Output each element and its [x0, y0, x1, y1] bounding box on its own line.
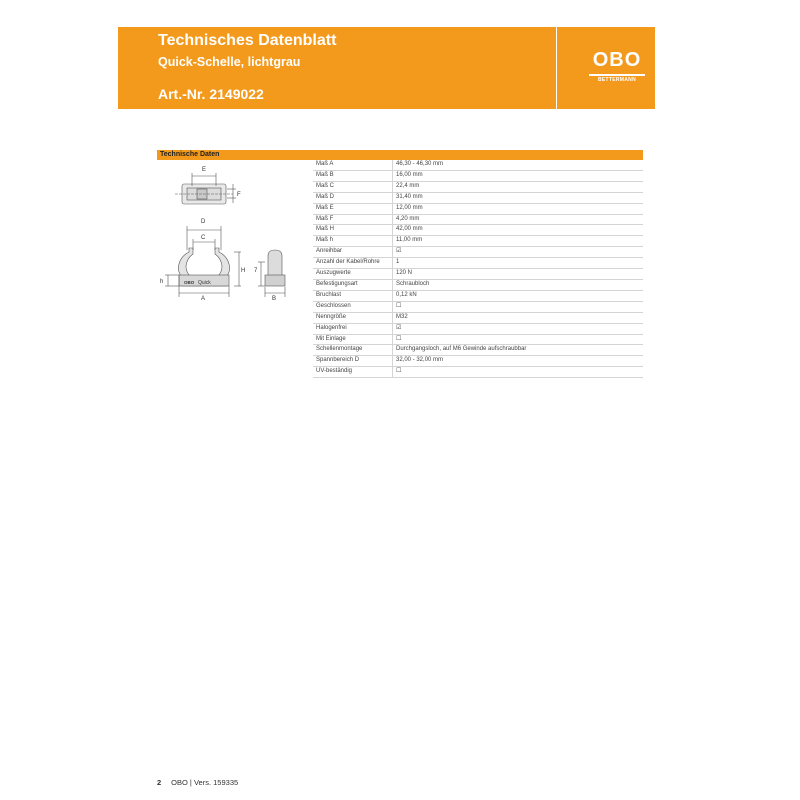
spec-row: [313, 334, 643, 345]
spec-key: Mit Einlage: [313, 334, 393, 345]
spec-row: [313, 181, 643, 192]
spec-value: 31,40 mm: [393, 192, 644, 203]
spec-value: ☑: [393, 247, 644, 258]
header-divider: [556, 27, 557, 109]
spec-value: 11,00 mm: [393, 236, 644, 247]
spec-value: M32: [393, 312, 644, 323]
spec-key: Befestigungsart: [313, 279, 393, 290]
spec-value: ☐: [393, 367, 644, 378]
label-seven: 7: [254, 268, 258, 274]
spec-key: Bruchlast: [313, 290, 393, 301]
spec-key: Spannbereich D: [313, 356, 393, 367]
side-view: [258, 250, 285, 297]
label-e: E: [202, 167, 207, 173]
spec-key: Anzahl der Kabel/Rohre: [313, 258, 393, 269]
spec-key: UV-beständig: [313, 367, 393, 378]
spec-row: [313, 214, 643, 225]
page-number: 2: [157, 778, 162, 787]
label-b: B: [272, 296, 277, 302]
spec-key: Auszugwerte: [313, 269, 393, 280]
technical-drawing: [157, 160, 312, 310]
spec-value: Schraubloch: [393, 279, 644, 290]
spec-key: Schellenmontage: [313, 345, 393, 356]
clamp-logo: OBO: [184, 280, 195, 285]
logo-bar: [589, 74, 645, 76]
spec-value: 32,00 - 32,00 mm: [393, 356, 644, 367]
spec-row: [313, 345, 643, 356]
label-h-lower: h: [160, 279, 164, 285]
spec-key: Maß H: [313, 225, 393, 236]
spec-row: [313, 269, 643, 280]
spec-key: Maß C: [313, 181, 393, 192]
spec-row: [313, 203, 643, 214]
spec-row: [313, 258, 643, 269]
spec-key: Anreihbar: [313, 247, 393, 258]
spec-row: [313, 160, 643, 170]
section-header: [157, 150, 643, 160]
spec-table: [313, 160, 643, 378]
spec-value: 120 N: [393, 269, 644, 280]
label-c: C: [201, 235, 206, 241]
spec-key: Maß B: [313, 170, 393, 181]
spec-row: [313, 170, 643, 181]
spec-row: [313, 356, 643, 367]
spec-row: [313, 225, 643, 236]
spec-key: Nenngröße: [313, 312, 393, 323]
spec-value: 12,00 mm: [393, 203, 644, 214]
spec-row: [313, 290, 643, 301]
spec-value: 42,00 mm: [393, 225, 644, 236]
spec-value: 46,30 - 46,30 mm: [393, 160, 644, 170]
spec-row: [313, 192, 643, 203]
logo-text: OBO: [592, 49, 642, 71]
spec-row: [313, 367, 643, 378]
top-view: [175, 173, 236, 204]
spec-key: Geschlossen: [313, 301, 393, 312]
logo-subtext: BETTERMANN: [598, 77, 636, 83]
label-h-upper: H: [241, 268, 246, 274]
spec-row: [313, 312, 643, 323]
label-f: F: [237, 192, 241, 198]
spec-key: Maß F: [313, 214, 393, 225]
spec-value: 16,00 mm: [393, 170, 644, 181]
spec-value: 0,12 kN: [393, 290, 644, 301]
spec-key: Halogenfrei: [313, 323, 393, 334]
spec-value: ☐: [393, 334, 644, 345]
clamp-text: Quick: [198, 280, 211, 286]
spec-row: [313, 247, 643, 258]
spec-value: 4,20 mm: [393, 214, 644, 225]
spec-row: [313, 236, 643, 247]
document-title: Technisches Datenblatt: [158, 32, 337, 49]
label-d: D: [201, 219, 206, 225]
footer: [157, 778, 238, 787]
spec-value: ☐: [393, 301, 644, 312]
footer-text: OBO | Vers. 159335: [171, 778, 239, 787]
spec-key: Maß D: [313, 192, 393, 203]
spec-key: Maß E: [313, 203, 393, 214]
spec-value: 1: [393, 258, 644, 269]
spec-value: Durchgangsloch, auf M6 Gewinde aufschraubbar: [393, 345, 644, 356]
header-banner: [118, 27, 655, 109]
spec-row: [313, 301, 643, 312]
spec-value: 22,4 mm: [393, 181, 644, 192]
spec-key: Maß h: [313, 236, 393, 247]
spec-value: ☑: [393, 323, 644, 334]
spec-row: [313, 279, 643, 290]
obo-logo: [586, 49, 648, 89]
section-title: Technische Daten: [160, 151, 220, 158]
spec-row: [313, 323, 643, 334]
article-number: Art.-Nr. 2149022: [158, 86, 264, 102]
label-a: A: [201, 296, 206, 302]
spec-key: Maß A: [313, 160, 393, 170]
product-subtitle: Quick-Schelle, lichtgrau: [158, 55, 301, 69]
